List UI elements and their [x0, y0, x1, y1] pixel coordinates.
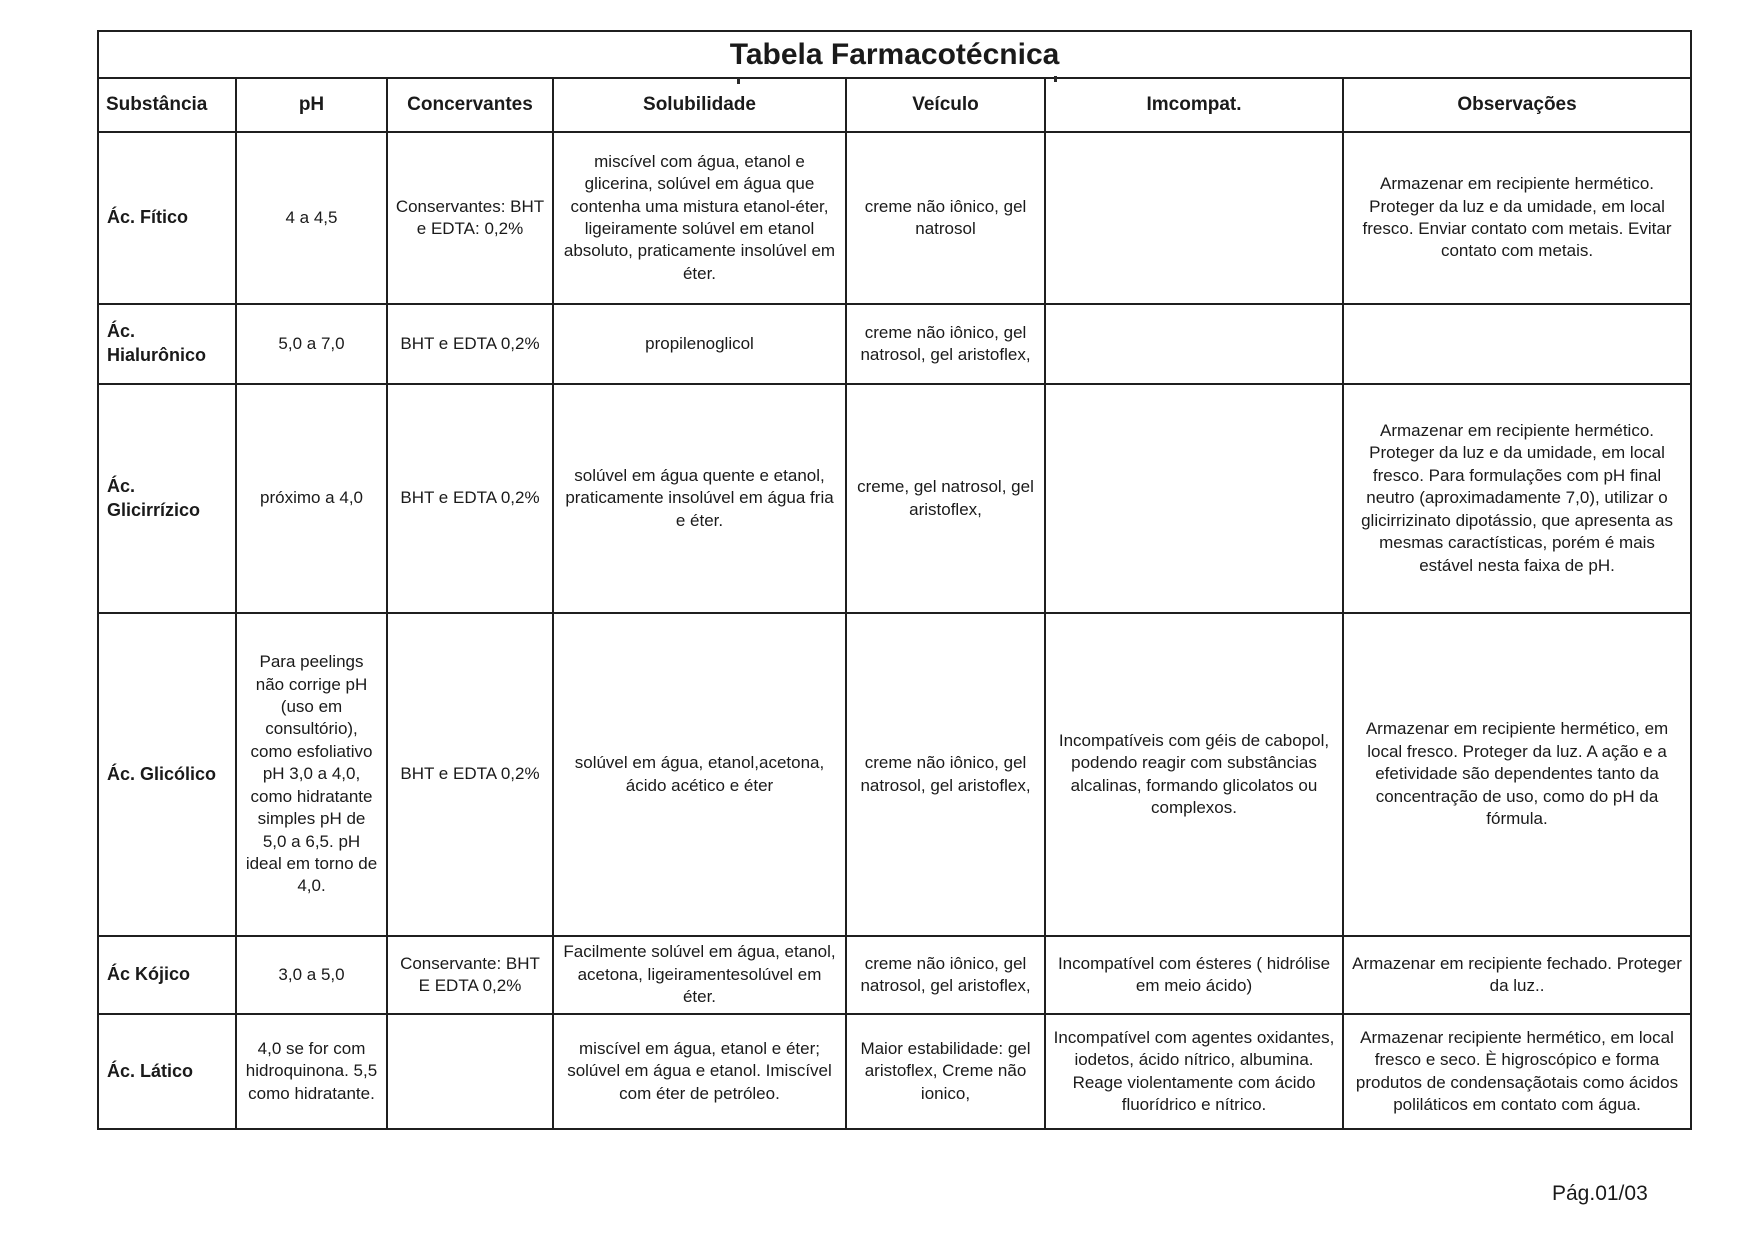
cell-solubilidade: miscível com água, etanol e glicerina, solúvel em água que contenha uma mistura etanol-éter, ligeiramente solúvel em etanol absoluto, praticamente insolúvel em éter.	[553, 132, 846, 304]
column-header-substancia: Substância	[98, 78, 236, 132]
cell-veiculo: creme não iônico, gel natrosol, gel aristoflex,	[846, 304, 1045, 384]
cell-ph: Para peelings não corrige pH (uso em consultório), como esfoliativo pH 3,0 a 4,0, como hidratante simples pH de 5,0 a 6,5. pH ideal em torno de 4,0.	[236, 613, 387, 936]
cell-imcompat: Incompatível com agentes oxidantes, iodetos, ácido nítrico, albumina. Reage violentamente com ácido fluorídrico e nítrico.	[1045, 1014, 1343, 1129]
column-header-observacoes: Observações	[1343, 78, 1691, 132]
cell-observacoes: Armazenar recipiente hermético, em local fresco e seco. È higroscópico e forma produtos de condensaçãotais como ácidos poliláticos em contato com água.	[1343, 1014, 1691, 1129]
cell-substancia: Ác Kójico	[98, 936, 236, 1014]
cell-substancia: Ác. Glicirrízico	[98, 384, 236, 613]
cell-veiculo: creme não iônico, gel natrosol, gel aristoflex,	[846, 613, 1045, 936]
cell-substancia: Ác. Hialurônico	[98, 304, 236, 384]
page-number: Pág.01/03	[1552, 1182, 1648, 1205]
table-row-ac-hialuronico	[98, 304, 1691, 384]
column-header-veiculo: Veículo	[846, 78, 1045, 132]
cell-solubilidade: miscível em água, etanol e éter; solúvel em água e etanol. Imiscível com éter de petróleo.	[553, 1014, 846, 1129]
cell-solubilidade: solúvel em água quente e etanol, praticamente insolúvel em água fria e éter.	[553, 384, 846, 613]
table-row-ac-latico	[98, 1014, 1691, 1129]
cell-imcompat: Incompatíveis com géis de cabopol, podendo reagir com substâncias alcalinas, formando glicolatos ou complexos.	[1045, 613, 1343, 936]
cell-veiculo: creme não iônico, gel natrosol, gel aristoflex,	[846, 936, 1045, 1014]
cell-veiculo: Maior estabilidade: gel aristoflex, Creme não ionico,	[846, 1014, 1045, 1129]
cell-concervantes: BHT e EDTA 0,2%	[387, 613, 553, 936]
cell-substancia: Ác. Lático	[98, 1014, 236, 1129]
table-row-ac-glicolico	[98, 613, 1691, 936]
table-row-ac-fitico	[98, 132, 1691, 304]
cell-concervantes	[387, 1014, 553, 1129]
table-row-ac-glicirrizico	[98, 384, 1691, 613]
cell-veiculo: creme não iônico, gel natrosol	[846, 132, 1045, 304]
cell-imcompat	[1045, 304, 1343, 384]
header-row	[98, 78, 1691, 132]
cell-ph: 4,0 se for com hidroquinona. 5,5 como hidratante.	[236, 1014, 387, 1129]
cell-substancia: Ác. Glicólico	[98, 613, 236, 936]
cell-concervantes: BHT e EDTA 0,2%	[387, 384, 553, 613]
cell-solubilidade: propilenoglicol	[553, 304, 846, 384]
cell-ph: próximo a 4,0	[236, 384, 387, 613]
cell-ph: 4 a 4,5	[236, 132, 387, 304]
page-title: Tabela Farmacotécnica	[98, 31, 1691, 78]
column-header-imcompat: Imcompat.	[1045, 78, 1343, 132]
column-header-concervantes: Concervantes	[387, 78, 553, 132]
cell-observacoes: Armazenar em recipiente hermético. Proteger da luz e da umidade, em local fresco. Para formulações com pH final neutro (aproximadamente 7,0), utilizar o glicirrizinato dipotássio, que apresenta as mesmas caractísticas, porém é mais estável nesta faixa de pH.	[1343, 384, 1691, 613]
scan-artifact	[737, 78, 740, 84]
cell-imcompat	[1045, 132, 1343, 304]
cell-ph: 3,0 a 5,0	[236, 936, 387, 1014]
cell-ph: 5,0 a 7,0	[236, 304, 387, 384]
scan-artifact	[1054, 76, 1057, 82]
cell-concervantes: Conservante: BHT E EDTA 0,2%	[387, 936, 553, 1014]
cell-solubilidade: solúvel em água, etanol,acetona, ácido acético e éter	[553, 613, 846, 936]
cell-observacoes: Armazenar em recipiente hermético, em local fresco. Proteger da luz. A ação e a efetividade são dependentes tanto da concentração de uso, como do pH da fórmula.	[1343, 613, 1691, 936]
cell-substancia: Ác. Fítico	[98, 132, 236, 304]
cell-observacoes	[1343, 304, 1691, 384]
column-header-solubilidade: Solubilidade	[553, 78, 846, 132]
pharma-table	[97, 30, 1692, 1130]
title-row	[98, 31, 1691, 78]
cell-observacoes: Armazenar em recipiente hermético. Proteger da luz e da umidade, em local fresco. Enviar contato com metais. Evitar contato com metais.	[1343, 132, 1691, 304]
cell-concervantes: BHT e EDTA 0,2%	[387, 304, 553, 384]
column-header-ph: pH	[236, 78, 387, 132]
cell-imcompat	[1045, 384, 1343, 613]
cell-concervantes: Conservantes: BHT e EDTA: 0,2%	[387, 132, 553, 304]
cell-imcompat: Incompatível com ésteres ( hidrólise em meio ácido)	[1045, 936, 1343, 1014]
cell-veiculo: creme, gel natrosol, gel aristoflex,	[846, 384, 1045, 613]
table-row-ac-kojico	[98, 936, 1691, 1014]
cell-observacoes: Armazenar em recipiente fechado. Proteger da luz..	[1343, 936, 1691, 1014]
cell-solubilidade: Facilmente solúvel em água, etanol, acetona, ligeiramentesolúvel em éter.	[553, 936, 846, 1014]
